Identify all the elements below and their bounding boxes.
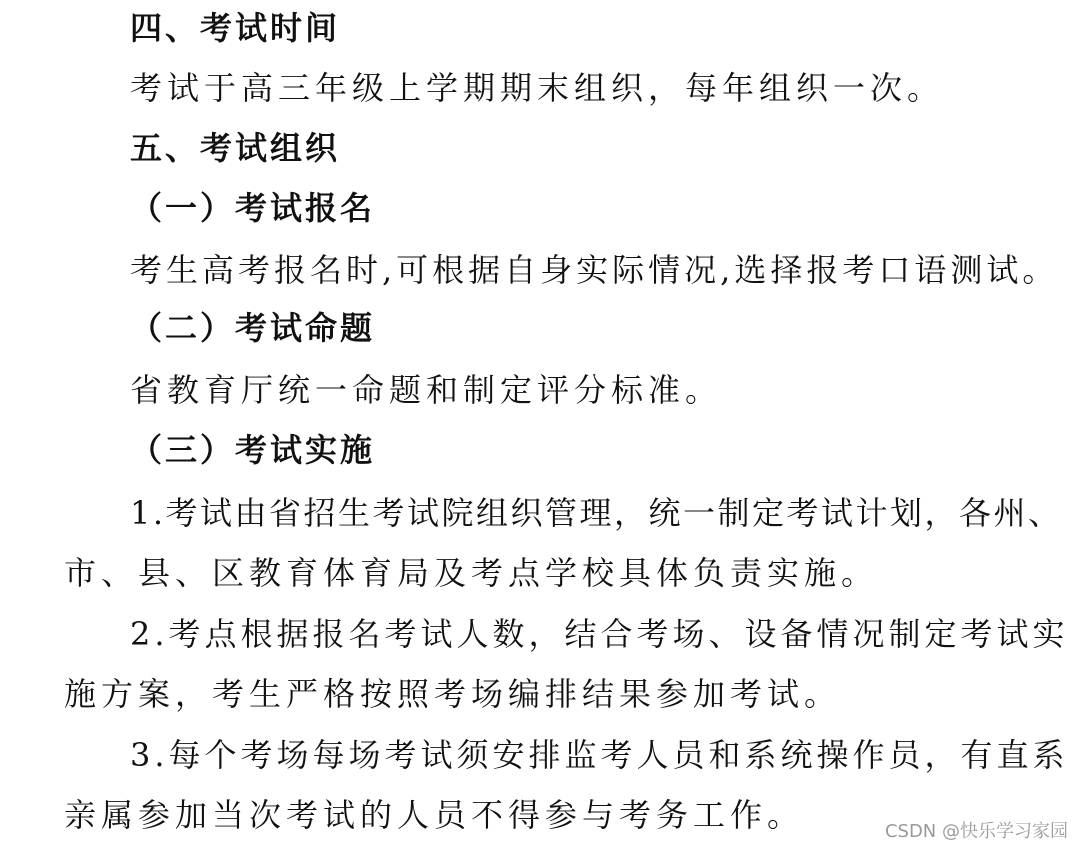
section-five-heading: 五、考试组织 <box>130 129 341 167</box>
subsection-registration-paragraph: 考生高考报名时,可根据自身实际情况,选择报考口语测试。 <box>130 251 1059 289</box>
section-four-paragraph: 考试于高三年级上学期期末组织，每年组织一次。 <box>130 69 945 107</box>
subsection-proposition-heading: （二）考试命题 <box>130 309 376 347</box>
implementation-item-1-line-1: 1.考试由省招生考试院组织管理，统一制定考试计划，各州、 <box>130 494 1063 532</box>
subsection-proposition-paragraph: 省教育厅统一命题和制定评分标准。 <box>130 371 723 409</box>
implementation-item-2-line-2: 施方案，考生严格按照考场编排结果参加考试。 <box>64 675 842 713</box>
implementation-item-3-line-1: 3.每个考场每场考试须安排监考人员和系统操作员，有直系 <box>130 736 1069 774</box>
implementation-item-1-line-2: 市、县、区教育体育局及考点学校具体负责实施。 <box>64 554 879 592</box>
implementation-item-3-line-2: 亲属参加当次考试的人员不得参与考务工作。 <box>64 796 805 834</box>
section-four-heading: 四、考试时间 <box>130 9 341 47</box>
watermark-text: CSDN @快乐学习家园 <box>884 821 1068 842</box>
subsection-implementation-heading: （三）考试实施 <box>130 431 376 469</box>
subsection-registration-heading: （一）考试报名 <box>130 189 376 227</box>
implementation-item-2-line-1: 2.考点根据报名考试人数，结合考场、设备情况制定考试实 <box>130 615 1069 653</box>
